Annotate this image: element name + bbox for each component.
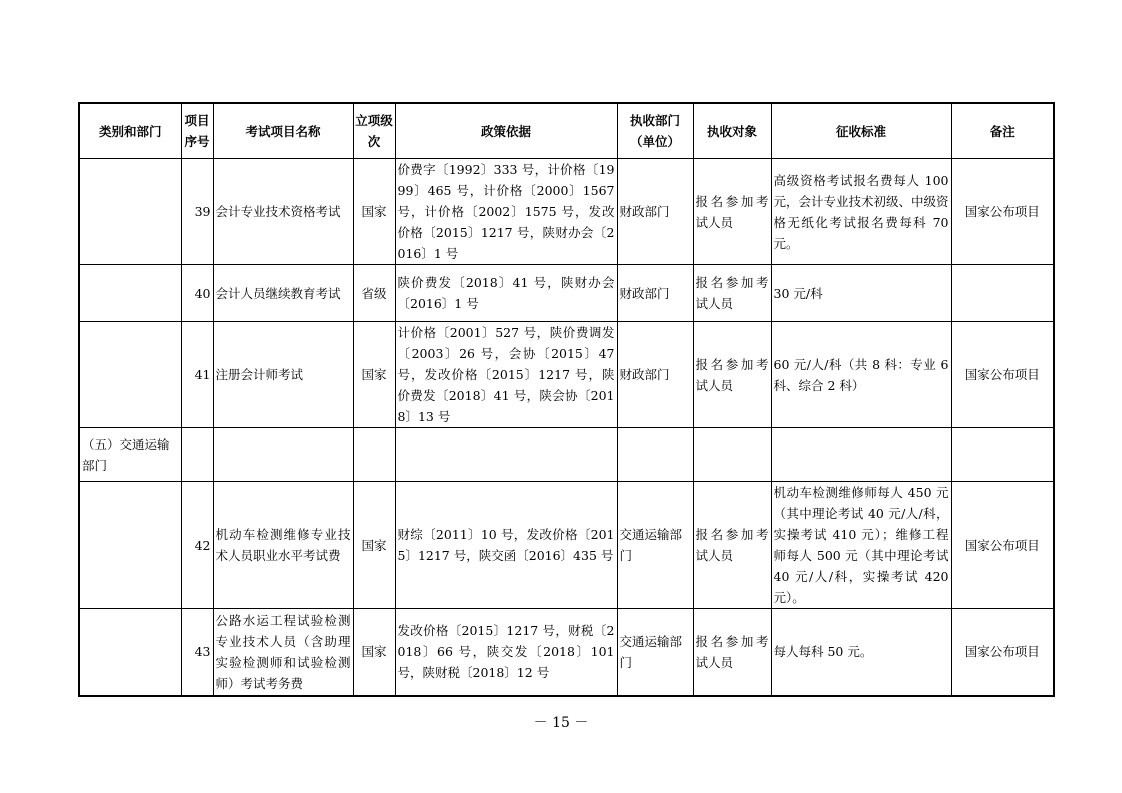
table-header-row	[79, 103, 1054, 159]
table-row	[79, 322, 1054, 428]
header-note: 备注	[951, 103, 1054, 159]
cell-standard: 30 元/科	[771, 265, 951, 322]
cell-seq: 39	[181, 159, 213, 265]
fee-table	[78, 102, 1055, 697]
cell-seq: 40	[181, 265, 213, 322]
cell-name: 机动车检测维修专业技术人员职业水平考试费	[213, 482, 353, 609]
cell-note: 国家公布项目	[951, 322, 1054, 428]
cell-target: 报名参加考试人员	[693, 482, 771, 609]
table-row	[79, 482, 1054, 609]
table-row-category	[79, 428, 1054, 482]
header-seq: 项目序号	[181, 103, 213, 159]
cell-target: 报名参加考试人员	[693, 159, 771, 265]
cell-level: 省级	[353, 265, 395, 322]
cell-policy: 计价格〔2001〕527 号，陕价费调发〔2003〕26 号，会协〔2015〕47 号，发改价格〔2015〕1217 号，陕价费发〔2018〕41 号，陕会协〔2018〕13 号	[395, 322, 617, 428]
header-policy: 政策依据	[395, 103, 617, 159]
header-level: 立项级次	[353, 103, 395, 159]
cell-dept	[617, 428, 693, 482]
cell-policy	[395, 428, 617, 482]
cell-category: （五）交通运输部门	[79, 428, 181, 482]
cell-dept: 交通运输部门	[617, 609, 693, 696]
cell-policy: 财综〔2011〕10 号，发改价格〔2015〕1217 号，陕交函〔2016〕435 号	[395, 482, 617, 609]
cell-category	[79, 482, 181, 609]
cell-dept: 财政部门	[617, 159, 693, 265]
cell-note	[951, 428, 1054, 482]
cell-standard: 每人每科 50 元。	[771, 609, 951, 696]
cell-note	[951, 265, 1054, 322]
cell-level: 国家	[353, 609, 395, 696]
cell-dept: 交通运输部门	[617, 482, 693, 609]
cell-category	[79, 609, 181, 696]
table-row	[79, 609, 1054, 696]
cell-level: 国家	[353, 482, 395, 609]
header-dept: 执收部门（单位）	[617, 103, 693, 159]
cell-dept: 财政部门	[617, 322, 693, 428]
cell-seq	[181, 428, 213, 482]
cell-dept: 财政部门	[617, 265, 693, 322]
cell-seq: 41	[181, 322, 213, 428]
cell-category	[79, 159, 181, 265]
cell-policy: 价费字〔1992〕333 号，计价格〔1999〕465 号，计价格〔2000〕1567 号，计价格〔2002〕1575 号，发改价格〔2015〕1217 号，陕财办会〔2016〕1 号	[395, 159, 617, 265]
header-target: 执收对象	[693, 103, 771, 159]
header-name: 考试项目名称	[213, 103, 353, 159]
table-row	[79, 159, 1054, 265]
cell-target: 报名参加考试人员	[693, 609, 771, 696]
cell-target	[693, 428, 771, 482]
cell-level	[353, 428, 395, 482]
cell-standard	[771, 428, 951, 482]
cell-name	[213, 428, 353, 482]
cell-policy: 陕价费发〔2018〕41 号，陕财办会〔2016〕1 号	[395, 265, 617, 322]
cell-note: 国家公布项目	[951, 609, 1054, 696]
header-standard: 征收标准	[771, 103, 951, 159]
cell-seq: 43	[181, 609, 213, 696]
cell-standard: 机动车检测维修师每人 450 元（其中理论考试 40 元/人/科，实操考试 410 元）；维修工程师每人 500 元（其中理论考试 40 元/人/科，实操考试 420 元）。	[771, 482, 951, 609]
cell-target: 报名参加考试人员	[693, 322, 771, 428]
cell-name: 注册会计师考试	[213, 322, 353, 428]
cell-category	[79, 322, 181, 428]
cell-seq: 42	[181, 482, 213, 609]
cell-name: 会计专业技术资格考试	[213, 159, 353, 265]
cell-name: 会计人员继续教育考试	[213, 265, 353, 322]
cell-note: 国家公布项目	[951, 482, 1054, 609]
cell-standard: 高级资格考试报名费每人 100 元，会计专业技术初级、中级资格无纸化考试报名费每科 70 元。	[771, 159, 951, 265]
cell-standard: 60 元/人/科（共 8 科：专业 6 科、综合 2 科）	[771, 322, 951, 428]
header-category: 类别和部门	[79, 103, 181, 159]
page-number: － 15 －	[533, 715, 589, 731]
table-row	[79, 265, 1054, 322]
cell-category	[79, 265, 181, 322]
cell-target: 报名参加考试人员	[693, 265, 771, 322]
cell-policy: 发改价格〔2015〕1217 号，财税〔2018〕66 号，陕交发〔2018〕101 号，陕财税〔2018〕12 号	[395, 609, 617, 696]
cell-name: 公路水运工程试验检测专业技术人员（含助理实验检测师和试验检测师）考试考务费	[213, 609, 353, 696]
cell-level: 国家	[353, 159, 395, 265]
cell-note: 国家公布项目	[951, 159, 1054, 265]
cell-level: 国家	[353, 322, 395, 428]
